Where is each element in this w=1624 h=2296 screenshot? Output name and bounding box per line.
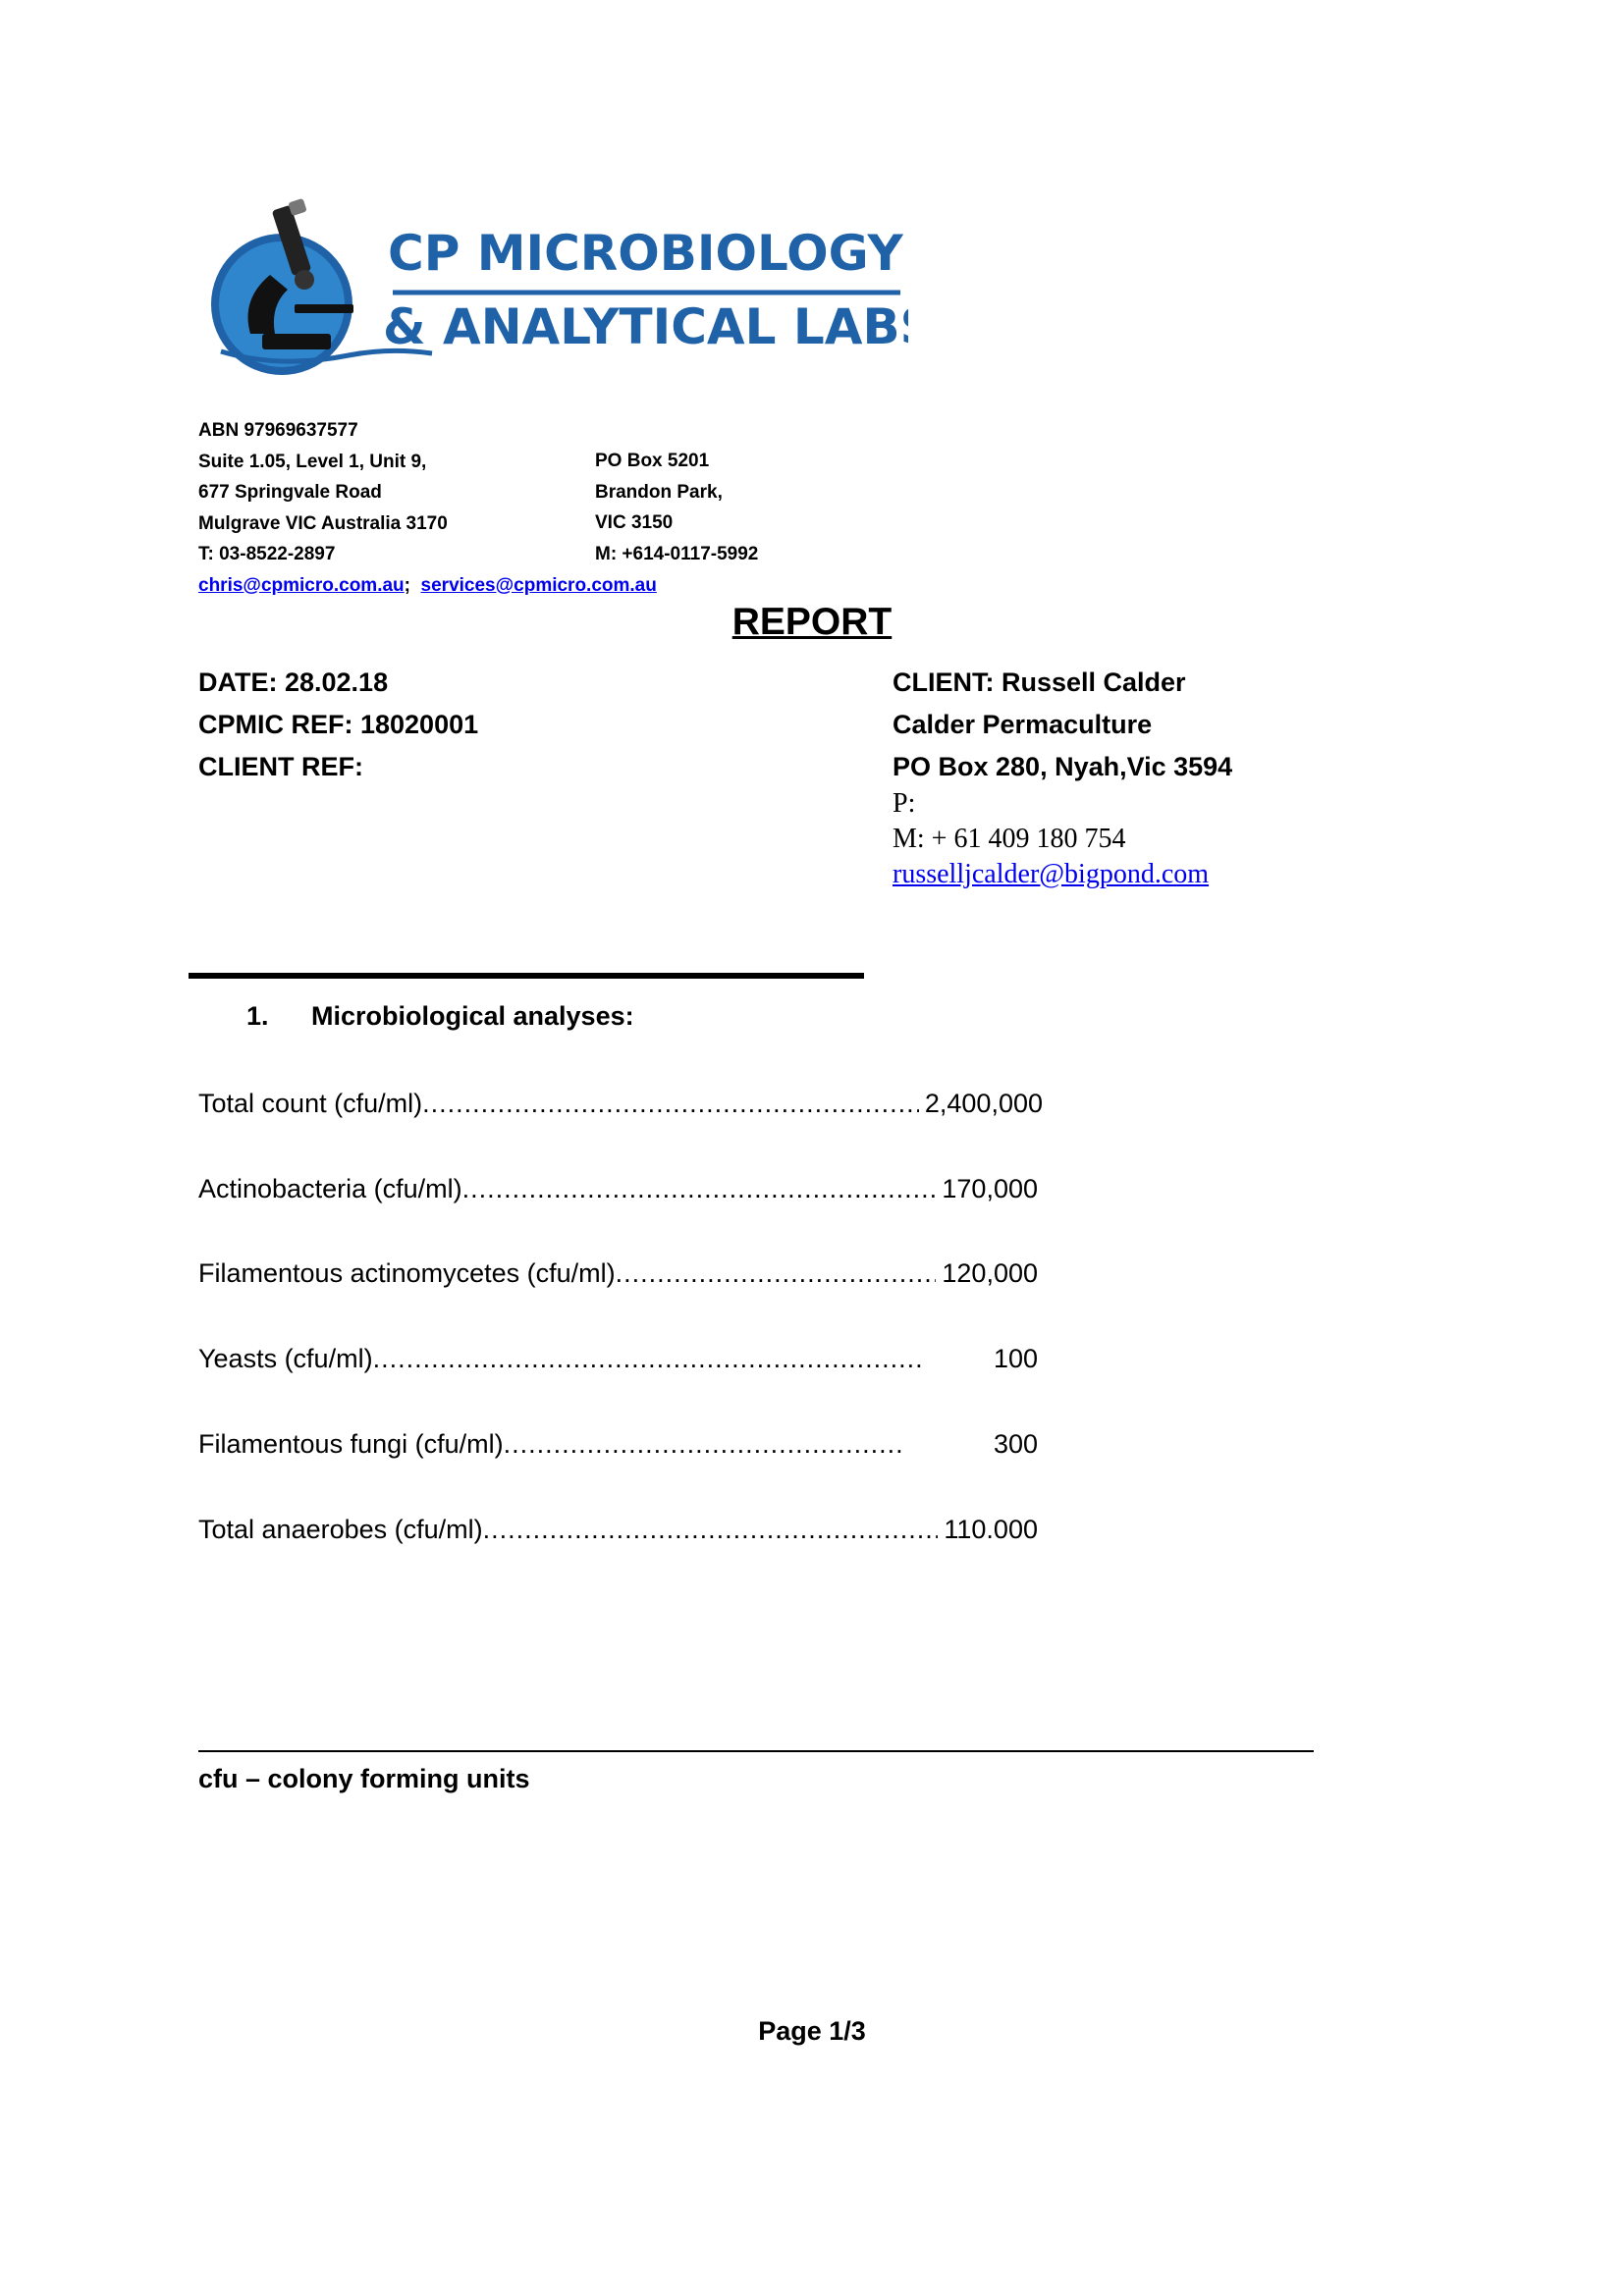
footnote: cfu – colony forming units (198, 1764, 530, 1793)
address-line-3: Mulgrave VIC Australia 3170 (198, 512, 448, 534)
result-value: 100 (993, 1344, 1038, 1373)
po-suburb: Brandon Park, (595, 481, 723, 503)
logo-line-1: CP MICROBIOLOGY (388, 225, 903, 282)
client-block (893, 662, 1232, 788)
client-mobile: M: + 61 409 180 754 (893, 824, 1126, 854)
email-separator: ; (404, 574, 410, 596)
result-label: Actinobacteria (cfu/ml) (198, 1174, 462, 1203)
section-title: Microbiological analyses: (311, 1001, 634, 1031)
abn: ABN 97969637577 (198, 420, 358, 441)
client-company: Calder Permaculture (893, 710, 1153, 739)
result-row (198, 1424, 1038, 1464)
email-link-services[interactable]: services@cpmicro.com.au (420, 574, 657, 596)
leader-dots (422, 1084, 919, 1123)
leader-dots (373, 1339, 923, 1378)
section-number: 1. (246, 1001, 269, 1031)
po-box: PO Box 5201 (595, 451, 710, 471)
client-ref: CLIENT REF: (198, 752, 363, 781)
leader-dots (462, 1169, 937, 1208)
report-date: DATE: 28.02.18 (198, 667, 389, 697)
result-label: Filamentous fungi (cfu/ml) (198, 1429, 504, 1459)
client-phone: P: (893, 788, 916, 819)
report-meta (198, 662, 478, 788)
result-row (198, 1254, 1038, 1293)
client-address: PO Box 280, Nyah,Vic 3594 (893, 752, 1233, 781)
result-value: 170,000 (942, 1174, 1038, 1203)
po-state: VIC 3150 (595, 512, 674, 533)
divider (189, 973, 864, 979)
result-label: Yeasts (cfu/ml) (198, 1344, 373, 1373)
letterhead-left (198, 415, 657, 601)
address-line-1: Suite 1.05, Level 1, Unit 9, (198, 451, 427, 472)
letterhead-right (595, 446, 758, 569)
result-value: 110.000 (944, 1515, 1038, 1544)
report-title: REPORT (731, 601, 893, 643)
result-row (198, 1169, 1038, 1208)
footnote-divider (198, 1750, 1314, 1752)
client-name: CLIENT: Russell Calder (893, 667, 1186, 697)
leader-dots (483, 1510, 939, 1549)
result-row (198, 1339, 1038, 1378)
result-value: 2,400,000 (924, 1089, 1043, 1118)
telephone: T: 03-8522-2897 (198, 544, 336, 564)
company-logo (201, 196, 908, 383)
cpmic-ref: CPMIC REF: 18020001 (198, 710, 479, 739)
client-contact (893, 786, 1209, 892)
result-label: Filamentous actinomycetes (cfu/ml) (198, 1258, 616, 1288)
result-label: Total anaerobes (cfu/ml) (198, 1515, 483, 1544)
client-email-link[interactable]: russelljcalder@bigpond.com (893, 859, 1210, 889)
leader-dots (616, 1254, 937, 1293)
result-value: 120,000 (942, 1258, 1038, 1288)
result-row (198, 1084, 1043, 1123)
page-number: Page 1/3 (758, 2016, 866, 2046)
email-link-chris[interactable]: chris@cpmicro.com.au (198, 574, 405, 596)
mobile: M: +614-0117-5992 (595, 543, 759, 564)
result-value: 300 (993, 1429, 1038, 1459)
leader-dots (504, 1424, 901, 1464)
email-line (198, 570, 657, 602)
address-line-2: 677 Springvale Road (198, 482, 382, 503)
microscope-icon (201, 196, 908, 383)
section-heading (246, 1001, 634, 1032)
result-label: Total count (cfu/ml) (198, 1089, 423, 1118)
logo-line-2: & ANALYTICAL LABS (383, 298, 908, 355)
result-row (198, 1510, 1038, 1549)
